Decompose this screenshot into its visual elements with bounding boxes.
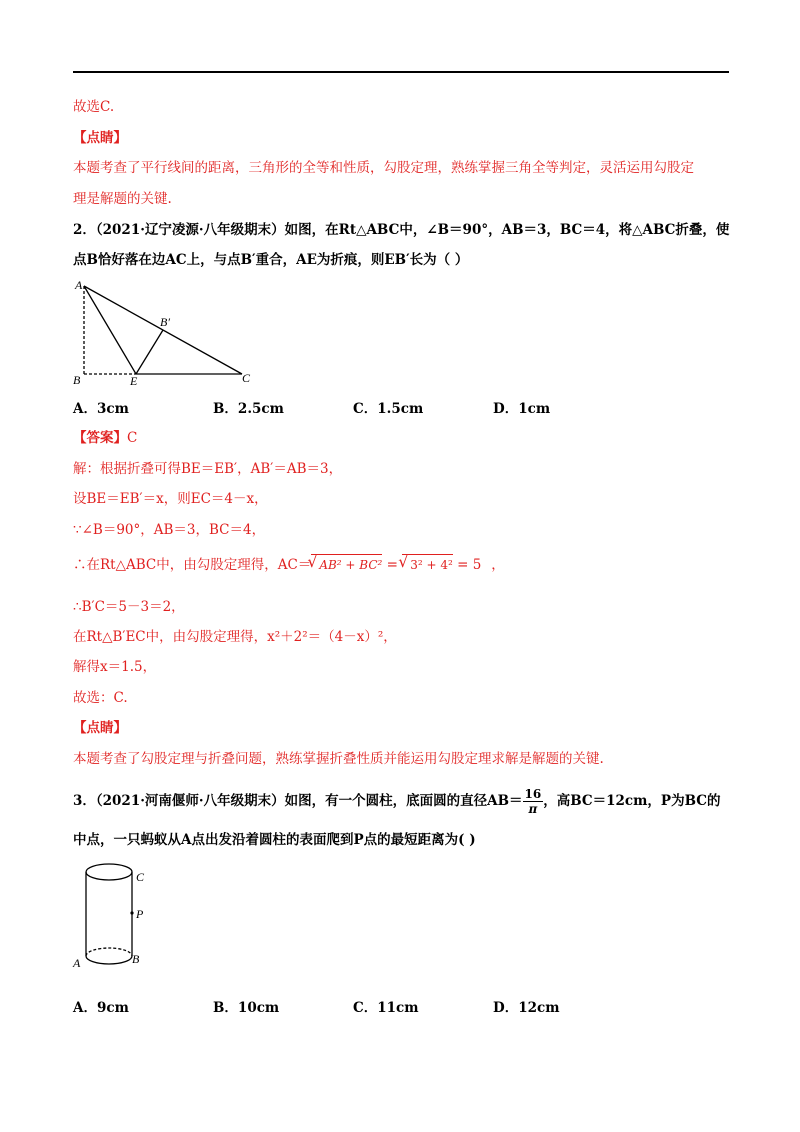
q3-stem-line1: 3．（2021·河南偃师·八年级期末）如图，有一个圆柱，底面圆的直径AB＝ $\frac{16}{\pi}$ ，高BC＝12cm，P为BC的 — [73, 787, 721, 816]
q3-cylinder-bottom-back — [86, 948, 132, 956]
q3-option-b[interactable]: B．10cm — [213, 1000, 280, 1016]
q2-answer — [73, 428, 137, 448]
q3-cylinder-top — [86, 864, 132, 880]
q2-solution-step5: ∴B′C＝5－3＝2， — [73, 599, 185, 615]
q2-option-b[interactable]: B．2.5cm — [213, 401, 284, 417]
q2-solution-step1: 解：根据折叠可得BE＝EB′，AB′＝AB＝3， — [73, 461, 343, 477]
q3-point-p — [130, 911, 133, 914]
q3-label-a: A — [73, 956, 81, 970]
q2-segment-eb-prime — [136, 330, 163, 374]
q2-label-a: A — [75, 278, 83, 292]
q3-label-c: C — [136, 870, 145, 884]
q2-solution-step2: 设BE＝EB′＝x，则EC＝4－x， — [73, 491, 268, 507]
q2-solution-step3: ∵∠B＝90°，AB＝3，BC＝4， — [73, 522, 266, 538]
q3-cylinder-bottom-front — [86, 956, 132, 964]
q3-label-b: B — [132, 952, 140, 966]
q2-triangle-figure — [72, 278, 262, 386]
q2-option-a[interactable]: A．3cm — [73, 401, 129, 417]
q2-comment-tag: 【点睛】 — [73, 720, 127, 736]
q2-label-b-prime: B′ — [160, 315, 170, 329]
q2-sqrt-numeric: √ 3² + 4² — [402, 554, 453, 575]
q3-option-a[interactable]: A．9cm — [73, 1000, 129, 1016]
prev-comment-line2: 理是解题的关键. — [73, 191, 172, 207]
q3-label-p: P — [136, 907, 144, 921]
q2-label-b: B — [73, 373, 81, 386]
q2-answer-value: C — [127, 430, 138, 446]
q2-segment-ae — [84, 286, 136, 374]
q2-comment: 本题考查了勾股定理与折叠问题，熟练掌握折叠性质并能运用勾股定理求解是解题的关键. — [73, 751, 604, 767]
q2-label-c: C — [242, 371, 251, 385]
q2-sqrt-sum: √ AB² + BC² — [311, 554, 382, 575]
q2-solution-step8: 故选：C. — [73, 690, 128, 706]
q2-option-c[interactable]: C．1.5cm — [353, 401, 424, 417]
q3-diameter-fraction: $\frac{16}{\pi}$ — [524, 787, 542, 816]
prev-comment-tag: 【点睛】 — [73, 130, 127, 146]
q2-label-e: E — [130, 374, 138, 386]
q3-stem-line2: 中点，一只蚂蚁从A点出发沿着圆柱的表面爬到P点的最短距离为( ) — [73, 832, 476, 848]
q3-cylinder-figure — [72, 858, 162, 973]
q2-solution-step4: ∴在Rt△ABC中，由勾股定理得，AC＝√ AB² + BC² = √ 3² + 4² = 5 ， — [73, 554, 505, 575]
q3-option-d[interactable]: D．12cm — [493, 1000, 560, 1016]
q2-option-d[interactable]: D．1cm — [493, 401, 551, 417]
q2-answer-tag: 【答案】 — [73, 430, 127, 446]
q2-stem-line2: 点B恰好落在边AC上，与点B′重合，AE为折痕，则EB′长为（ ） — [73, 252, 469, 268]
q2-solution-step7: 解得x＝1.5， — [73, 659, 157, 675]
q2-solution-step6: 在Rt△B′EC中，由勾股定理得，x²＋2²＝（4－x）²， — [73, 629, 397, 645]
prev-comment-line1: 本题考查了平行线间的距离，三角形的全等和性质，勾股定理，熟练掌握三角全等判定，灵活运用勾股定 — [73, 160, 694, 176]
prev-conclusion: 故选C. — [73, 99, 115, 115]
q2-stem-line1: 2．（2021·辽宁凌源·八年级期末）如图，在Rt△ABC中，∠B＝90°，AB＝3，BC＝4，将△ABC折叠，使 — [73, 222, 730, 238]
q3-option-c[interactable]: C．11cm — [353, 1000, 419, 1016]
header-rule — [73, 71, 729, 73]
